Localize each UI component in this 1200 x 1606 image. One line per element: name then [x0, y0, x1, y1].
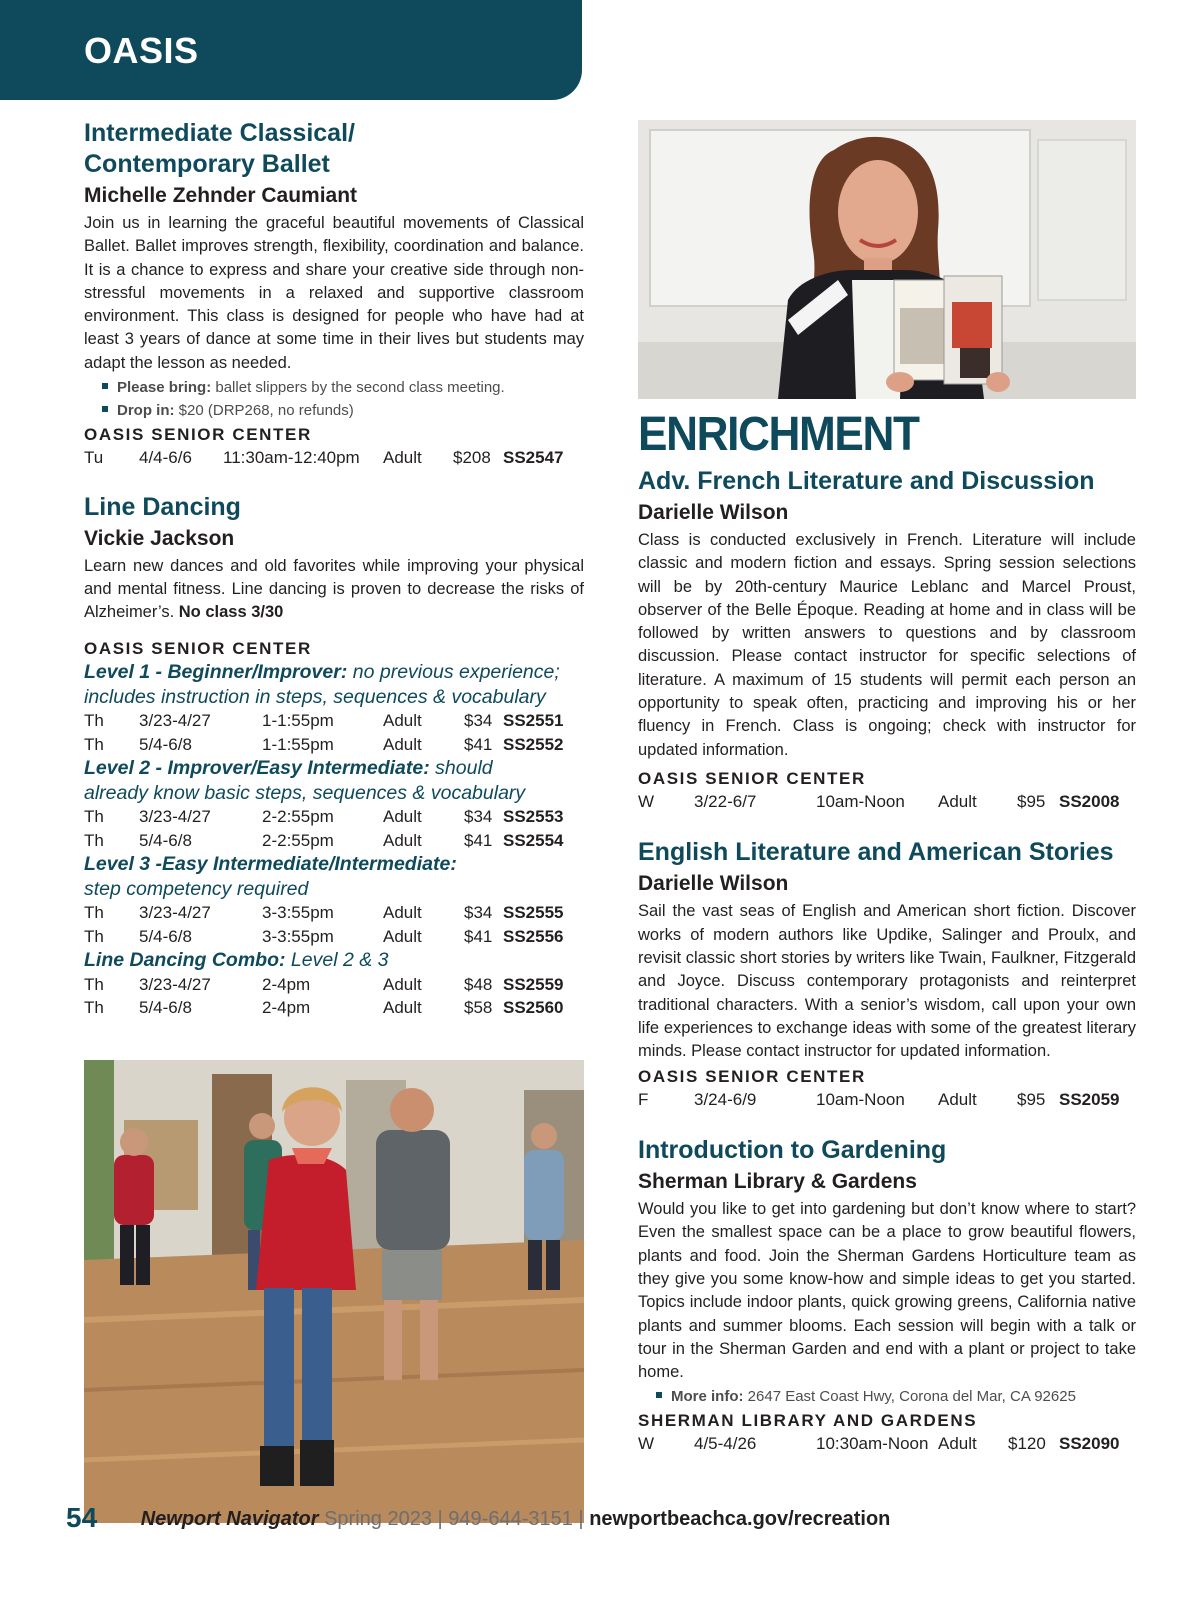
publication-season: Spring 2023 — [324, 1508, 432, 1530]
session-age: Adult — [383, 903, 422, 923]
session-fee: $41 — [464, 734, 493, 754]
ballet-bullets — [102, 376, 584, 422]
session-fee: $41 — [464, 926, 493, 946]
session-time: 1-1:55pm — [262, 711, 334, 731]
session-dates: 3/24-6/9 — [694, 1089, 757, 1109]
bullet-square-icon — [656, 1392, 662, 1398]
session-time: 3-3:55pm — [262, 926, 334, 946]
level-name: Level 3 -Easy Intermediate/Intermediate: — [84, 853, 457, 876]
session-time: 3-3:55pm — [262, 903, 334, 923]
session-day: Th — [84, 926, 104, 946]
session-day: W — [638, 1434, 655, 1454]
session-day: F — [638, 1089, 649, 1109]
bullet-square-icon — [102, 406, 108, 412]
session-age: Adult — [383, 974, 422, 994]
page-footer — [66, 1500, 1166, 1536]
session-age: Adult — [938, 791, 977, 811]
session-dates: 3/23-4/27 — [139, 974, 211, 994]
level-name: Line Dancing Combo: — [84, 949, 286, 972]
footer-separator: | — [437, 1508, 443, 1530]
session-code: SS2555 — [503, 903, 564, 923]
course-description: Class is conducted exclusively in French. Literature will include classic and modern fiction and essays. Spring session selections will be by 20th-century Maurice Leblanc and Marcel Proust, observer of the Belle Époque. Reading at home and in class will be followed by written answers to questions and by classroom discussion. Please contact instructor for specific selections of literature. A maximum of 15 students will permit each person an opportunity to speak often, practicing and improving his or her fluency in French. Class is ongoing; check with instructor for updated information. — [638, 531, 1136, 759]
bullet-please-bring — [102, 376, 584, 399]
level-2-heading — [84, 756, 584, 781]
session-row — [84, 733, 584, 757]
session-time: 2-4pm — [262, 974, 311, 994]
session-dates: 5/4-6/8 — [139, 734, 192, 754]
session-day: Th — [84, 711, 104, 731]
session-fee: $34 — [464, 807, 493, 827]
course-title: Introduction to Gardening — [638, 1136, 947, 1165]
session-row — [638, 1432, 1136, 1456]
session-day: Th — [84, 830, 104, 850]
left-column — [84, 118, 584, 1020]
line-dancing-title: Line Dancing — [84, 492, 241, 521]
session-time: 2-4pm — [262, 998, 311, 1018]
bullet-label: Drop in: — [117, 402, 175, 420]
footer-url[interactable]: newportbeachca.gov/recreation — [589, 1508, 891, 1530]
session-fee: $58 — [464, 998, 493, 1018]
session-age: Adult — [938, 1434, 977, 1454]
session-row — [84, 709, 584, 733]
bullet-text: ballet slippers by the second class meeting. — [215, 379, 505, 397]
level-name: Level 2 - Improver/Easy Intermediate: — [84, 757, 430, 780]
session-fee: $208 — [453, 448, 491, 468]
line-dancing-description-text: Learn new dances and old favorites while improving your physical and mental fitness. Line dancing is proven to decrease the risks of Alzheimer’s. — [84, 556, 584, 622]
session-age: Adult — [383, 711, 422, 731]
session-row — [84, 973, 584, 997]
bullet-text: 2647 East Coast Hwy, Corona del Mar, CA 92625 — [747, 1388, 1076, 1406]
line-dancing-note: No class 3/30 — [178, 603, 284, 622]
session-dates: 5/4-6/8 — [139, 830, 192, 850]
line-dancing-description — [84, 555, 584, 625]
session-row — [84, 805, 584, 829]
session-age: Adult — [938, 1089, 977, 1109]
session-fee: $41 — [464, 830, 493, 850]
session-time: 2-2:55pm — [262, 807, 334, 827]
course-location: SHERMAN LIBRARY AND GARDENS — [638, 1411, 978, 1431]
session-code: SS2551 — [503, 711, 564, 731]
course-title: English Literature and American Stories — [638, 838, 1114, 867]
session-row — [84, 925, 584, 949]
level-note: Level 2 & 3 — [290, 949, 389, 972]
instructor-photo — [638, 120, 1136, 399]
session-age: Adult — [383, 807, 422, 827]
gardening-course — [638, 1135, 1136, 1456]
session-fee: $48 — [464, 974, 493, 994]
session-day: Th — [84, 903, 104, 923]
session-day: Tu — [84, 448, 104, 468]
instructor-photo-illustration — [638, 120, 1136, 399]
session-time: 10:30am-Noon — [816, 1434, 929, 1454]
page-number: 54 — [66, 1502, 98, 1533]
line-dancing-photo — [84, 1060, 584, 1523]
course-location: OASIS SENIOR CENTER — [638, 1066, 866, 1086]
session-code: SS2560 — [503, 998, 564, 1018]
ballet-description: Join us in learning the graceful beautiful movements of Classical Ballet. Ballet improves strength, flexibility, coordination and balance. It is a chance to express and share your creative side through non-stressful movements in a relaxed and supportive classroom environment. This class is designed for people who have had at least 3 years of dance at some time in their lives but students may adapt the lesson as needed. — [84, 214, 584, 372]
session-fee: $95 — [1017, 791, 1046, 811]
session-time: 10am-Noon — [816, 1089, 905, 1109]
session-age: Adult — [383, 448, 422, 468]
line-dancing-photo-illustration — [84, 1060, 584, 1523]
course-title: Adv. French Literature and Discussion — [638, 467, 1095, 495]
session-time: 10am-Noon — [816, 791, 905, 811]
level-1-note-line2: includes instruction in steps, sequences & vocabulary — [84, 685, 546, 708]
bullet-label: Please bring: — [117, 379, 212, 397]
level-3-note-line2: step competency required — [84, 877, 309, 900]
section-tab-title: OASIS — [84, 30, 199, 71]
ballet-title-line2: Contemporary Ballet — [84, 150, 330, 178]
session-age: Adult — [383, 926, 422, 946]
line-dancing-location: OASIS SENIOR CENTER — [84, 639, 312, 659]
session-fee: $120 — [1008, 1434, 1046, 1454]
level-note: no previous experience; — [352, 661, 560, 684]
course-instructor: Darielle Wilson — [638, 872, 789, 896]
session-dates: 4/4-6/6 — [139, 448, 192, 468]
session-fee: $95 — [1017, 1089, 1046, 1109]
course-description: Would you like to get into gardening but don’t know where to start? Even the smallest space can be a place to grow beautiful flowers, plants and food. Join the Sherman Gardens Horticulture team as they give you some know-how and simple ideas to get you started. Topics include indoor plants, quick growing greens, California native plants and summer blooms. Each session will begin with a talk or tour in the Sherman Garden and end with a plant or project to take home. — [638, 1200, 1136, 1382]
session-time: 2-2:55pm — [262, 830, 334, 850]
session-day: Th — [84, 807, 104, 827]
session-row — [84, 446, 584, 470]
session-dates: 5/4-6/8 — [139, 926, 192, 946]
ballet-location: OASIS SENIOR CENTER — [84, 425, 312, 445]
session-day: Th — [84, 998, 104, 1018]
session-code: SS2553 — [503, 807, 564, 827]
session-day: W — [638, 791, 655, 811]
combo-heading — [84, 948, 584, 973]
session-dates: 3/23-4/27 — [139, 807, 211, 827]
bullet-more-info — [656, 1385, 1136, 1408]
bullet-drop-in — [102, 399, 584, 422]
session-row — [638, 790, 1136, 814]
session-dates: 3/22-6/7 — [694, 791, 757, 811]
session-code: SS2547 — [503, 448, 564, 468]
section-tab — [0, 0, 582, 100]
session-code: SS2556 — [503, 926, 564, 946]
ballet-title-line1: Intermediate Classical/ — [84, 119, 355, 147]
footer-phone: 949-644-3151 — [448, 1508, 573, 1530]
footer-separator: | — [578, 1508, 584, 1530]
course-instructor: Sherman Library & Gardens — [638, 1170, 917, 1194]
gardening-bullets — [656, 1385, 1136, 1408]
session-dates: 4/5-4/26 — [694, 1434, 757, 1454]
level-note: should — [435, 757, 493, 780]
ballet-course — [84, 118, 584, 470]
session-time: 11:30am-12:40pm — [223, 448, 360, 468]
session-fee: $34 — [464, 711, 493, 731]
enrichment-heading: ENRICHMENT — [638, 408, 919, 461]
session-day: Th — [84, 974, 104, 994]
french-literature-course — [638, 466, 1136, 813]
session-code: SS2008 — [1059, 791, 1120, 811]
ballet-instructor: Michelle Zehnder Caumiant — [84, 184, 358, 207]
session-fee: $34 — [464, 903, 493, 923]
level-name: Level 1 - Beginner/Improver: — [84, 661, 348, 684]
session-row — [84, 996, 584, 1020]
session-age: Adult — [383, 830, 422, 850]
session-code: SS2059 — [1059, 1089, 1120, 1109]
session-code: SS2090 — [1059, 1434, 1120, 1454]
session-dates: 3/23-4/27 — [139, 903, 211, 923]
session-row — [84, 829, 584, 853]
session-age: Adult — [383, 734, 422, 754]
bullet-label: More info: — [671, 1388, 744, 1406]
line-dancing-instructor: Vickie Jackson — [84, 526, 235, 550]
course-description: Sail the vast seas of English and American short fiction. Discover works of modern authors like Updike, Salinger and Proulx, and revisit classic short stories by writers like Twain, Faulkner, Fitzgerald and Joyce. Discuss contemporary protagonists and reinterpret traditional characters. With a senior’s wisdom, call upon your own life experiences to exchange ideas with some of the greatest literary minds. Please contact instructor for updated information. — [638, 902, 1136, 1061]
session-time: 1-1:55pm — [262, 734, 334, 754]
course-instructor: Darielle Wilson — [638, 501, 789, 524]
session-code: SS2552 — [503, 734, 564, 754]
session-row — [638, 1088, 1136, 1112]
session-row — [84, 901, 584, 925]
session-age: Adult — [383, 998, 422, 1018]
english-literature-course — [638, 837, 1136, 1111]
session-day: Th — [84, 734, 104, 754]
right-column — [638, 410, 1136, 1456]
session-code: SS2559 — [503, 974, 564, 994]
level-2-note-line2: already know basic steps, sequences & vocabulary — [84, 781, 526, 804]
level-1-heading — [84, 660, 584, 685]
bullet-square-icon — [102, 383, 108, 389]
course-location: OASIS SENIOR CENTER — [638, 768, 866, 788]
ballet-title — [84, 118, 584, 180]
session-dates: 3/23-4/27 — [139, 711, 211, 731]
session-dates: 5/4-6/8 — [139, 998, 192, 1018]
session-code: SS2554 — [503, 830, 564, 850]
line-dancing-course — [84, 492, 584, 1020]
level-3-heading — [84, 852, 584, 877]
bullet-text: $20 (DRP268, no refunds) — [178, 402, 354, 420]
publication-name: Newport Navigator — [140, 1508, 319, 1530]
